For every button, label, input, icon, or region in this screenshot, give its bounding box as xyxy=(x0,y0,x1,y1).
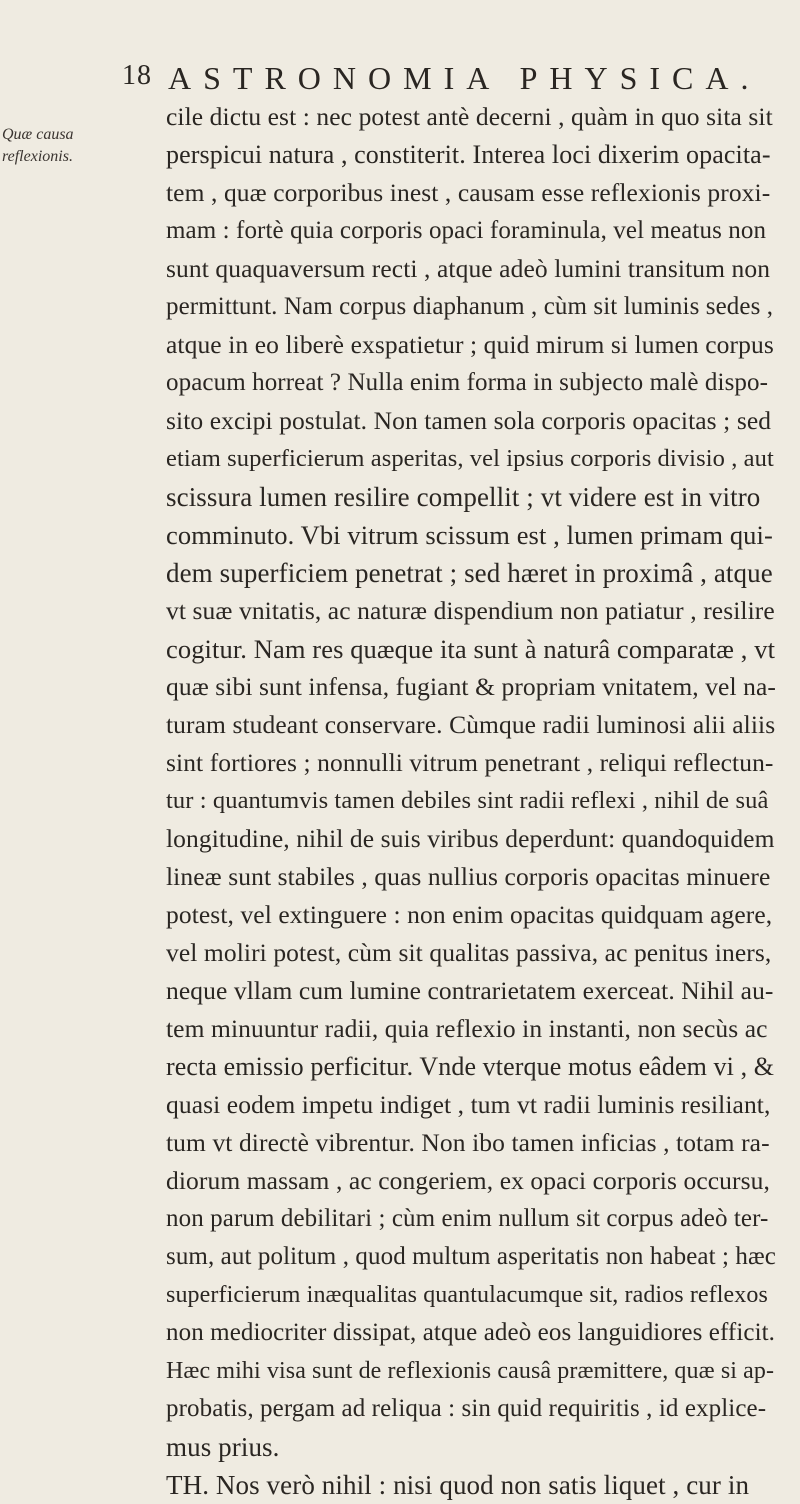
text-line: tur : quantumvis tamen debiles sint radii reflexi , nihil de suâ xyxy=(166,787,769,814)
text-line: cile dictu est : nec potest antè decerni , quàm in quo sita sit xyxy=(166,102,773,131)
page-header xyxy=(0,60,800,100)
text-line: diorum massam , ac congeriem, ex opaci corporis occursu, xyxy=(166,1166,770,1195)
text-line: quæ sibi sunt infensa, fugiant & propriam vnitatem, vel na- xyxy=(166,672,776,701)
margin-note-line: reflexionis. xyxy=(2,148,73,165)
text-line: vel moliri potest, cùm sit qualitas passiva, ac penitus iners, xyxy=(166,938,772,967)
text-line: neque vllam cum lumine contrarietatem exerceat. Nihil au- xyxy=(166,976,774,1005)
text-line: dem superficiem penetrat ; sed hæret in proximâ , atque xyxy=(166,558,773,588)
text-line: TH. Nos verò nihil : nisi quod non satis liquet , cur in xyxy=(166,1470,750,1500)
text-line: sunt quaquaversum recti , atque adeò lumini transitum non xyxy=(166,254,771,283)
text-line: probatis, pergam ad reliqua : sin quid requiritis , id explice- xyxy=(166,1395,767,1422)
text-line: turam studeant conservare. Cùmque radii luminosi alii aliis xyxy=(166,710,776,739)
text-line: mam : fortè quia corporis opaci foraminula, vel meatus non xyxy=(166,217,767,244)
text-line: mus prius. xyxy=(166,1432,280,1462)
text-line: tem , quæ corporibus inest , causam esse reflexionis proxi- xyxy=(166,178,771,207)
text-line: vt suæ vnitatis, ac naturæ dispendium non patiatur , resilire xyxy=(166,596,775,625)
text-line: longitudine, nihil de suis viribus deperdunt: quandoquidem xyxy=(166,824,775,853)
text-line: superficierum inæqualitas quantulacumque sit, radios reflexos xyxy=(166,1282,768,1308)
text-line: non parum debilitari ; cùm enim nullum sit corpus adeò ter- xyxy=(166,1205,769,1232)
page-number: 18 xyxy=(122,60,152,91)
text-line: non mediocriter dissipat, atque adeò eos languidiores efficit. xyxy=(166,1319,776,1346)
margin-note xyxy=(2,124,98,168)
text-line: cogitur. Nam res quæque ita sunt à naturâ comparatæ , vt xyxy=(166,634,776,664)
text-line: perspicui natura , constiterit. Interea loci dixerim opacita- xyxy=(166,140,771,169)
text-line: lineæ sunt stabiles , quas nullius corporis opacitas minuere xyxy=(166,862,771,891)
text-line: etiam superficierum asperitas, vel ipsius corporis divisio , aut xyxy=(166,445,774,472)
text-line: tum vt directè vibrentur. Non ibo tamen inficias , totam ra- xyxy=(166,1128,770,1157)
text-line: Hæc mihi visa sunt de reflexionis causâ præmittere, quæ si ap- xyxy=(166,1358,775,1384)
text-line: sum, aut politum , quod multum asperitatis non habeat ; hæc xyxy=(166,1243,776,1270)
margin-note-line: Quæ causa xyxy=(2,126,74,143)
text-line: opacum horreat ? Nulla enim forma in subjecto malè dispo- xyxy=(166,369,769,396)
text-line: sito excipi postulat. Non tamen sola corporis opacitas ; sed xyxy=(166,406,772,435)
text-line: sint fortiores ; nonnulli vitrum penetrant , reliqui reflectun- xyxy=(166,748,774,777)
text-line: comminuto. Vbi vitrum scissum est , lumen primam qui- xyxy=(166,520,773,550)
text-line: scissura lumen resilire compellit ; vt videre est in vitro xyxy=(166,482,761,512)
running-title: ASTRONOMIA PHYSICA. xyxy=(168,60,761,96)
text-line: quasi eodem impetu indiget , tum vt radii luminis resiliant, xyxy=(166,1090,771,1119)
text-line: permittunt. Nam corpus diaphanum , cùm sit luminis sedes , xyxy=(166,293,774,320)
text-line: tem minuuntur radii, quia reflexio in instanti, non secùs ac xyxy=(166,1014,768,1043)
text-line: atque in eo liberè exspatietur ; quid mirum si lumen corpus xyxy=(166,330,774,359)
text-line: recta emissio perficitur. Vnde vterque motus eâdem vi , & xyxy=(166,1052,775,1081)
text-line: potest, vel extinguere : non enim opacitas quidquam agere, xyxy=(166,900,773,929)
body-text xyxy=(166,98,776,1504)
